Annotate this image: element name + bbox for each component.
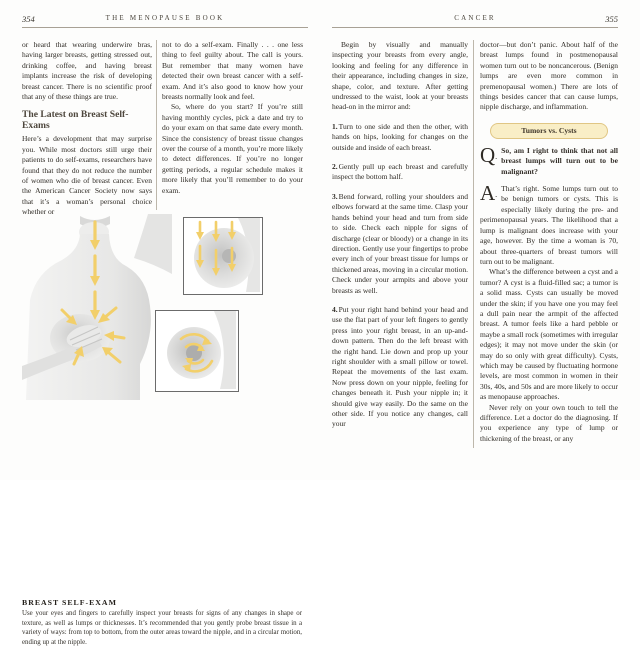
nipple-shape xyxy=(222,249,236,263)
section-heading: The Latest on Breast Self-Exams xyxy=(22,109,129,132)
a-dropcap: A xyxy=(480,181,496,206)
exam-step xyxy=(332,192,468,296)
paragraph: So, where do you start? If you’re still having monthly cycles, pick a date and try to do your exam on that same date every month. Since the consistency of breast tissue changes over the course of a month, you’re more likely to detect differences. If you’re no longer getting periods, a regular schedule makes it more likely that you’ll remember to do your exam. xyxy=(162,102,303,195)
exam-step xyxy=(332,305,468,430)
answer-paragraph: That’s right. Some lumps turn out to be benign tumors or cysts. This is especially likely during the pre- and perimenopausal years. The likelihood that a lump is malignant does increase with your age, however. By the time a woman is 70, about three-quarters of breast tumors will turn out to be malignant. xyxy=(480,184,618,266)
exam-step xyxy=(332,122,468,153)
breast-self-exam-figure xyxy=(22,214,308,646)
question-block xyxy=(480,142,618,177)
circular-motion-illustration xyxy=(156,311,236,389)
paragraph: doctor—but don’t panic. About half of the breast lumps found in postmenopausal women turn out to be noncancerous. (Benign lumps are even more common in premenopausal women.) There are lots of things besides cancer that can cause lumps, nipple discharge, and inflammation. xyxy=(480,40,618,112)
answer-paragraph: What’s the difference between a cyst and a tumor? A cyst is a fluid-filled sac; a tumor is a solid mass. Cysts can usually be moved under the skin; if you have one you may feel a dull pain near the armpit of the affected breast. A tumor feels like a hard pebble or maybe a small rock (sometimes with irregular edges); it may not move under the skin (or may do so only with great difficulty). Cysts, which may be caused by fluctuating hormone levels, are most common in women in their 30s, 40s, and 50s and are more likely to occur as menopause approaches. xyxy=(480,267,618,402)
sidebar-title-badge: Tumors vs. Cysts xyxy=(490,123,608,139)
vertical-strokes-illustration xyxy=(184,218,260,292)
header-rule xyxy=(332,27,618,28)
figure-caption xyxy=(22,598,302,647)
step-text: Turn to one side and then the other, with hands on hips, looking for changes on the outside and inside of each breast. xyxy=(332,121,468,152)
column-divider xyxy=(156,40,157,210)
answer-paragraph: Never rely on your own touch to tell the difference. Let a doctor do the diagnosing. If you experience any type of lump or thickening of the breast, or any xyxy=(480,402,618,443)
page-number: 354 xyxy=(22,14,35,24)
step-number: 4. xyxy=(332,304,338,314)
question-text: So, am I right to think that not all breast lumps will turn out to be malignant? xyxy=(501,145,618,176)
step-number: 3. xyxy=(332,191,338,201)
circular-motion-inset xyxy=(155,310,239,392)
q-dropcap: Q xyxy=(480,142,496,167)
figure-caption-text: Use your eyes and fingers to carefully inspect your breasts for signs of any changes in shape or texture, as well as lumps or thicknesses. It’s recommended that you gently probe breast tissue in a variety of ways: from top to bottom, from the outer areas toward the nipple, and in a circular motion, ending up at the nipple. xyxy=(22,610,302,646)
chapter-running-head: CANCER xyxy=(454,14,496,22)
right-page-column-2 xyxy=(480,40,618,444)
running-head-left xyxy=(22,14,308,27)
right-page-column-1 xyxy=(332,40,468,430)
paragraph: not to do a self-exam. Finally . . . one less thing to feel guilty about. The call is yours. But remember that many women have detected their own breast cancer with a self-exam. And it’s also good to know how your breasts normally look and feel. xyxy=(162,40,303,102)
paragraph: or heard that wearing underwire bras, having larger breasts, getting stressed out, drinking coffee, and having breast implants increase the risk of developing breast cancer. There is no scientific proof that any of these things are true. xyxy=(22,40,152,102)
page-354 xyxy=(22,14,308,646)
paragraph: Here’s a development that may surprise you. While most doctors still urge their patients to do self-exams, researchers have found that they do not reduce the number of women who die of breast cancer. Even the American Cancer Society now says that it’s a woman’s personal choice whether or xyxy=(22,134,152,217)
book-title-running-head: THE MENOPAUSE BOOK xyxy=(105,14,225,22)
left-page-column-1 xyxy=(22,40,152,218)
step-number: 1. xyxy=(332,121,338,131)
page-355 xyxy=(332,14,618,474)
step-text: Put your right hand behind your head and use the flat part of your left fingers to gently press into your right breast, in an up-and-down pattern. Then do the left breast with the right hand. Lie down and prop up your right shoulder with a small pillow or towel. Repeat the movements of the last exam. Now press down on your nipple, feeling for changes beneath it. Push your nipple in; it should give way easily. Do the same on the other side. If you notice any changes, call your xyxy=(332,304,468,429)
a-dropcap-dot: . xyxy=(495,190,498,200)
page-number: 355 xyxy=(605,14,618,24)
step-text: Gently pull up each breast and carefully inspect the bottom half. xyxy=(332,162,468,182)
step-number: 2. xyxy=(332,162,338,172)
step-text: Bend forward, rolling your shoulders and elbows forward at the same time. Clasp your hands behind your head and turn from side to side. Check each nipple for signs of discharge (clear or bloody) or a change in its direction. Gently use your fingertips to probe every inch of your breast tissue for lumps or thickened areas, moving in a circular motion. Check under your armpits and above your breasts as well. xyxy=(332,191,468,295)
column-divider xyxy=(473,40,474,448)
exam-step xyxy=(332,162,468,183)
q-dropcap-dot: . xyxy=(495,151,498,161)
torso-self-exam-illustration xyxy=(22,214,172,400)
figure-caption-title: BREAST SELF-EXAM xyxy=(22,598,117,607)
paragraph: Begin by visually and manually inspecting your breasts from every angle, looking and feeling for any difference in their appearance, including changes in size, shape, color, and texture. After getting undressed to the waist, look at your breasts head-on in the mirror and: xyxy=(332,40,468,112)
raised-arm-shape xyxy=(134,214,172,274)
running-head-right xyxy=(332,14,618,27)
answer-block xyxy=(480,181,618,444)
left-page-column-2 xyxy=(162,40,303,196)
vertical-strokes-inset xyxy=(183,217,263,295)
header-rule xyxy=(22,27,308,28)
